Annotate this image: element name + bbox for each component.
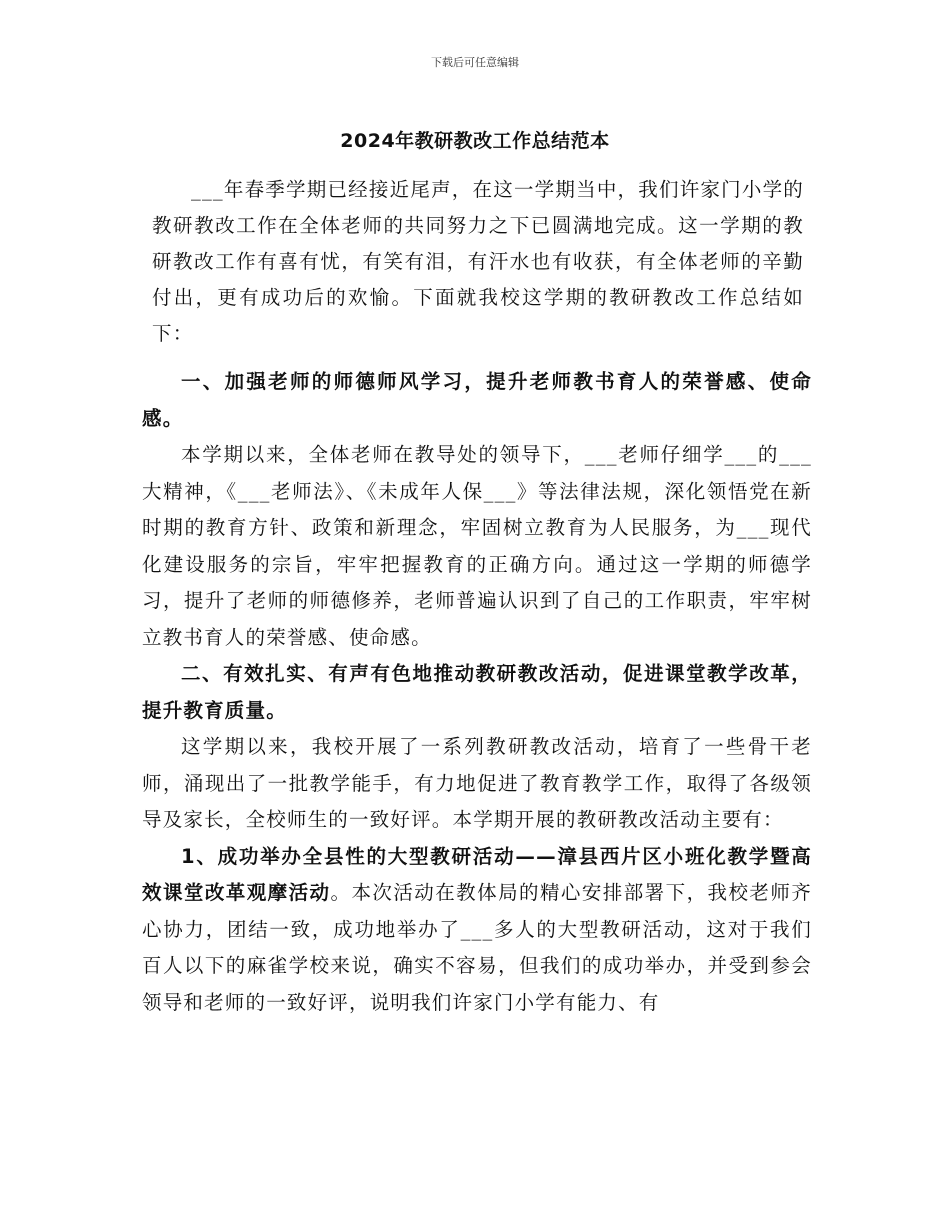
section-1-paragraph: 本学期以来，全体老师在教导处的领导下，___老师仔细学___的___大精神，《___老师法》、《未成年人保___》等法律法规，深化领悟党在新时期的教育方针、政策和新理念，牢固树立教育为人民服务，为___现代化建设服务的宗旨，牢牢把握教育的正确方向。通过这一学期的师德学习，提升了老师的师德修养，老师普遍认识到了自己的工作职责，牢牢树立教书育人的荣誉感、使命感。	[142, 443, 812, 649]
item-1-bold-lead: 1、成功举办全县性的大型教研活动——漳县西片区小班化教学暨高效课堂改革观摩活动	[142, 844, 812, 904]
document-body	[142, 364, 812, 1021]
section-1-heading: 一、加强老师的师德师风学习，提升老师教书育人的荣誉感、使命感。	[142, 370, 812, 430]
section-2-paragraph: 这学期以来，我校开展了一系列教研教改活动，培育了一些骨干老师，涌现出了一批教学能手，有力地促进了教育教学工作，取得了各级领导及家长，全校师生的一致好评。本学期开展的教研教改活动主要有：	[142, 735, 812, 831]
document-title: 2024年教研教改工作总结范本	[340, 130, 610, 152]
intro-paragraph: ___年春季学期已经接近尾声，在这一学期当中，我们许家门小学的教研教改工作在全体老师的共同努力之下已圆满地完成。这一学期的教研教改工作有喜有忧，有笑有泪，有汗水也有收获，有全体老师的辛勤付出，更有成功后的欢愉。下面就我校这学期的教研教改工作总结如下：	[152, 178, 804, 345]
item-1-text: 。本次活动在教体局的精心安排部署下，我校老师齐心协力，团结一致，成功地举办了___多人的大型教研活动，这对于我们百人以下的麻雀学校来说，确实不容易，但我们的成功举办，并受到参会领导和老师的一致好评，说明我们许家门小学有能力、有	[142, 881, 812, 1014]
item-1-paragraph	[142, 839, 812, 1022]
section-2-heading: 二、有效扎实、有声有色地推动教研教改活动，促进课堂教学改革，提升教育质量。	[142, 662, 812, 722]
header-note: 下载后可任意编辑	[431, 56, 519, 69]
